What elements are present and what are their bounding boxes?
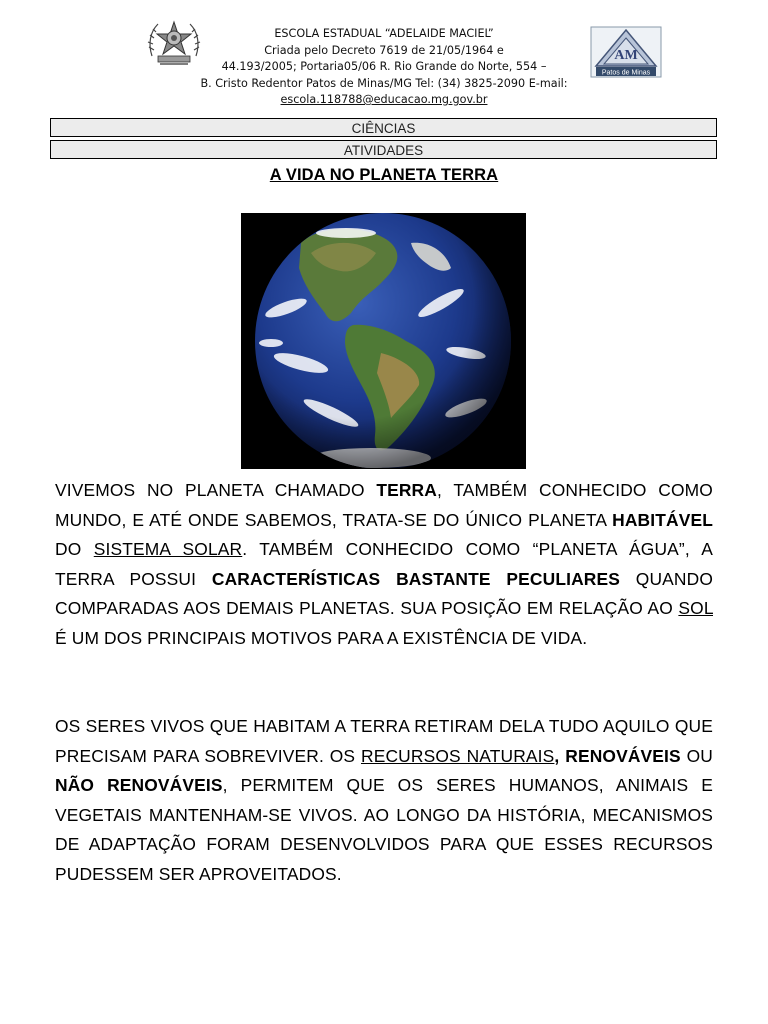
- contact-line: B. Cristo Redentor Patos de Minas/MG Tel: (34) 3825-2090 E-mail:: [200, 76, 568, 90]
- section-bar: ATIVIDADES: [50, 140, 717, 159]
- email-link[interactable]: escola.118788@educacao.mg.gov.br: [280, 93, 488, 106]
- logo-caption: Patos de Minas: [601, 69, 651, 77]
- school-info: [190, 26, 578, 109]
- logo-initials: AM: [614, 48, 638, 63]
- earth-image: [241, 213, 526, 469]
- ordinance-address-line: 44.193/2005; Portaria05/06 R. Rio Grande do Norte, 554 –: [221, 60, 547, 73]
- decree-line: Criada pelo Decreto 7619 de 21/05/1964 e: [264, 43, 504, 57]
- subject-bar: CIÊNCIAS: [50, 118, 717, 137]
- image-underline: [241, 468, 526, 469]
- document-header: [0, 0, 768, 112]
- paragraph-1: VIVEMOS NO PLANETA CHAMADO TERRA, TAMBÉM CONHECIDO COMO MUNDO, E ATÉ ONDE SABEMOS, TRATA-SE DO ÚNICO PLANETA HABITÁVEL DO SISTEMA SOLAR. TAMBÉM CONHECIDO COMO “PLANETA ÁGUA”, A TERRA POSSUI CARACTERÍSTICAS BASTANTE PECULIARES QUANDO COMPARADAS AOS DEMAIS PLANETAS. SUA POSIÇÃO EM RELAÇÃO AO SOL É UM DOS PRINCIPAIS MOTIVOS PARA A EXISTÊNCIA DE VIDA.: [55, 480, 714, 648]
- paragraph-2: OS SERES VIVOS QUE HABITAM A TERRA RETIRAM DELA TUDO AQUILO QUE PRECISAM PARA SOBREVIVER. OS RECURSOS NATURAIS, RENOVÁVEIS OU NÃO RENOVÁVEIS, PERMITEM QUE OS SERES HUMANOS, ANIMAIS E VEGETAIS MANTENHAM-SE VIVOS. AO LONGO DA HISTÓRIA, MECANISMOS DE ADAPTAÇÃO FORAM DESENVOLVIDOS PARA QUE ESSES RECURSOS PUDESSEM SER APROVEITADOS.: [55, 716, 714, 884]
- school-logo: [590, 26, 662, 78]
- school-name: ESCOLA ESTADUAL “ADELAIDE MACIEL”: [274, 27, 494, 40]
- page-title: A VIDA NO PLANETA TERRA: [269, 166, 499, 184]
